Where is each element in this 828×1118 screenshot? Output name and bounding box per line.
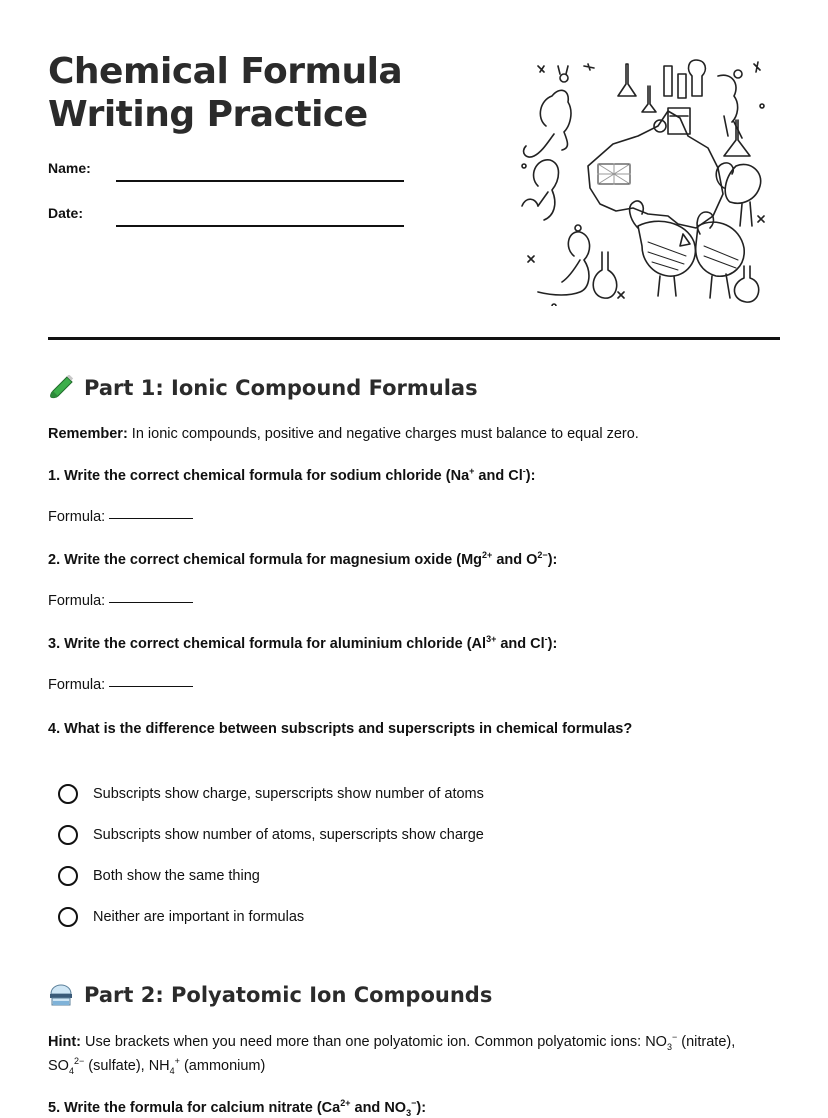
ammonium-name: (ammonium)	[179, 1058, 266, 1074]
q3-ion1-charge: 3+	[486, 634, 497, 645]
question-5	[48, 1100, 788, 1116]
hint-text	[48, 1030, 784, 1078]
q3-ion2-charge: -	[544, 634, 548, 645]
formula-label-3: Formula:	[48, 677, 106, 693]
so4-superscript: 2−	[73, 1056, 85, 1067]
formula-blank-2[interactable]	[109, 602, 193, 603]
radio-button[interactable]	[58, 907, 78, 927]
nh4-subscript: 4	[169, 1065, 175, 1076]
question-5-text: 5. Write the formula for calcium nitrate (Ca	[48, 1100, 341, 1116]
radio-button[interactable]	[58, 825, 78, 845]
header-divider	[48, 337, 780, 340]
sulfate-formula: SO	[48, 1058, 69, 1074]
name-field[interactable]	[116, 180, 404, 182]
part1-heading	[48, 375, 478, 401]
formula-label-2: Formula:	[48, 593, 106, 609]
part2-heading	[48, 982, 492, 1008]
formula-blank-1[interactable]	[109, 518, 193, 519]
title-line-1: Chemical Formula	[48, 51, 403, 92]
q2-mid: and O	[492, 552, 538, 568]
question-1	[48, 468, 788, 484]
formula-answer-3	[48, 677, 193, 693]
part2-title: Part 2: Polyatomic Ion Compounds	[84, 983, 493, 1007]
formula-blank-3[interactable]	[109, 686, 193, 687]
remember-body: In ionic compounds, positive and negative charges must balance to equal zero.	[127, 426, 639, 442]
question-4: 4. What is the difference between subscripts and superscripts in chemical formulas?	[48, 721, 633, 737]
question-2	[48, 552, 788, 568]
q4-option-3-label: Both show the same thing	[93, 868, 260, 884]
no3-superscript: −	[671, 1032, 678, 1043]
date-label: Date:	[48, 205, 84, 221]
remember-label: Remember:	[48, 426, 128, 442]
q2-ion1-charge: 2+	[482, 550, 493, 561]
q5-end: ):	[416, 1100, 427, 1116]
hint-body: Use brackets when you need more than one polyatomic ion. Common polyatomic ions: NO	[81, 1034, 667, 1050]
q5-ion2-charge: −	[411, 1098, 417, 1109]
formula-answer-1	[48, 509, 193, 525]
q4-option-1-label: Subscripts show charge, superscripts show number of atoms	[93, 786, 484, 802]
radio-button[interactable]	[58, 866, 78, 886]
flask-icon	[48, 982, 74, 1008]
q1-ion2-charge: -	[522, 466, 526, 477]
q5-mid: and NO	[350, 1100, 407, 1116]
q4-option-4[interactable]	[58, 907, 304, 927]
q4-option-3[interactable]	[58, 866, 260, 886]
q1-mid: and Cl	[474, 468, 523, 484]
question-2-text: 2. Write the correct chemical formula for magnesium oxide (Mg	[48, 552, 483, 568]
question-1-text: 1. Write the correct chemical formula for sodium chloride (Na	[48, 468, 470, 484]
formula-answer-2	[48, 593, 193, 609]
page-title	[48, 50, 402, 136]
nitrate-name: (nitrate),	[677, 1034, 736, 1050]
q3-end: ):	[547, 636, 558, 652]
formula-label-1: Formula:	[48, 509, 106, 525]
no3-subscript: 3	[666, 1041, 672, 1052]
q5-ion2-subscript: 3	[406, 1107, 412, 1118]
date-field[interactable]	[116, 225, 404, 227]
hint-label: Hint:	[48, 1034, 82, 1050]
name-label: Name:	[48, 160, 91, 176]
australia-science-illustration	[518, 56, 772, 306]
q5-ion1-charge: 2+	[340, 1098, 351, 1109]
q3-mid: and Cl	[496, 636, 545, 652]
radio-button[interactable]	[58, 784, 78, 804]
sulfate-name: (sulfate), NH	[84, 1058, 170, 1074]
remember-text	[48, 422, 784, 446]
q4-option-1[interactable]	[58, 784, 484, 804]
so4-subscript: 4	[68, 1065, 74, 1076]
q4-option-2[interactable]	[58, 825, 484, 845]
q4-option-4-label: Neither are important in formulas	[93, 909, 305, 925]
nh4-superscript: +	[174, 1056, 180, 1067]
q4-option-2-label: Subscripts show number of atoms, superscripts show charge	[93, 827, 484, 843]
test-tube-icon	[48, 375, 74, 401]
question-3	[48, 636, 788, 652]
q1-end: ):	[525, 468, 536, 484]
q2-ion2-charge: 2−	[537, 550, 548, 561]
title-line-2: Writing Practice	[48, 94, 368, 135]
q2-end: ):	[547, 552, 558, 568]
part1-title: Part 1: Ionic Compound Formulas	[84, 376, 478, 400]
question-3-text: 3. Write the correct chemical formula for aluminium chloride (Al	[48, 636, 487, 652]
q1-ion1-charge: +	[469, 466, 475, 477]
